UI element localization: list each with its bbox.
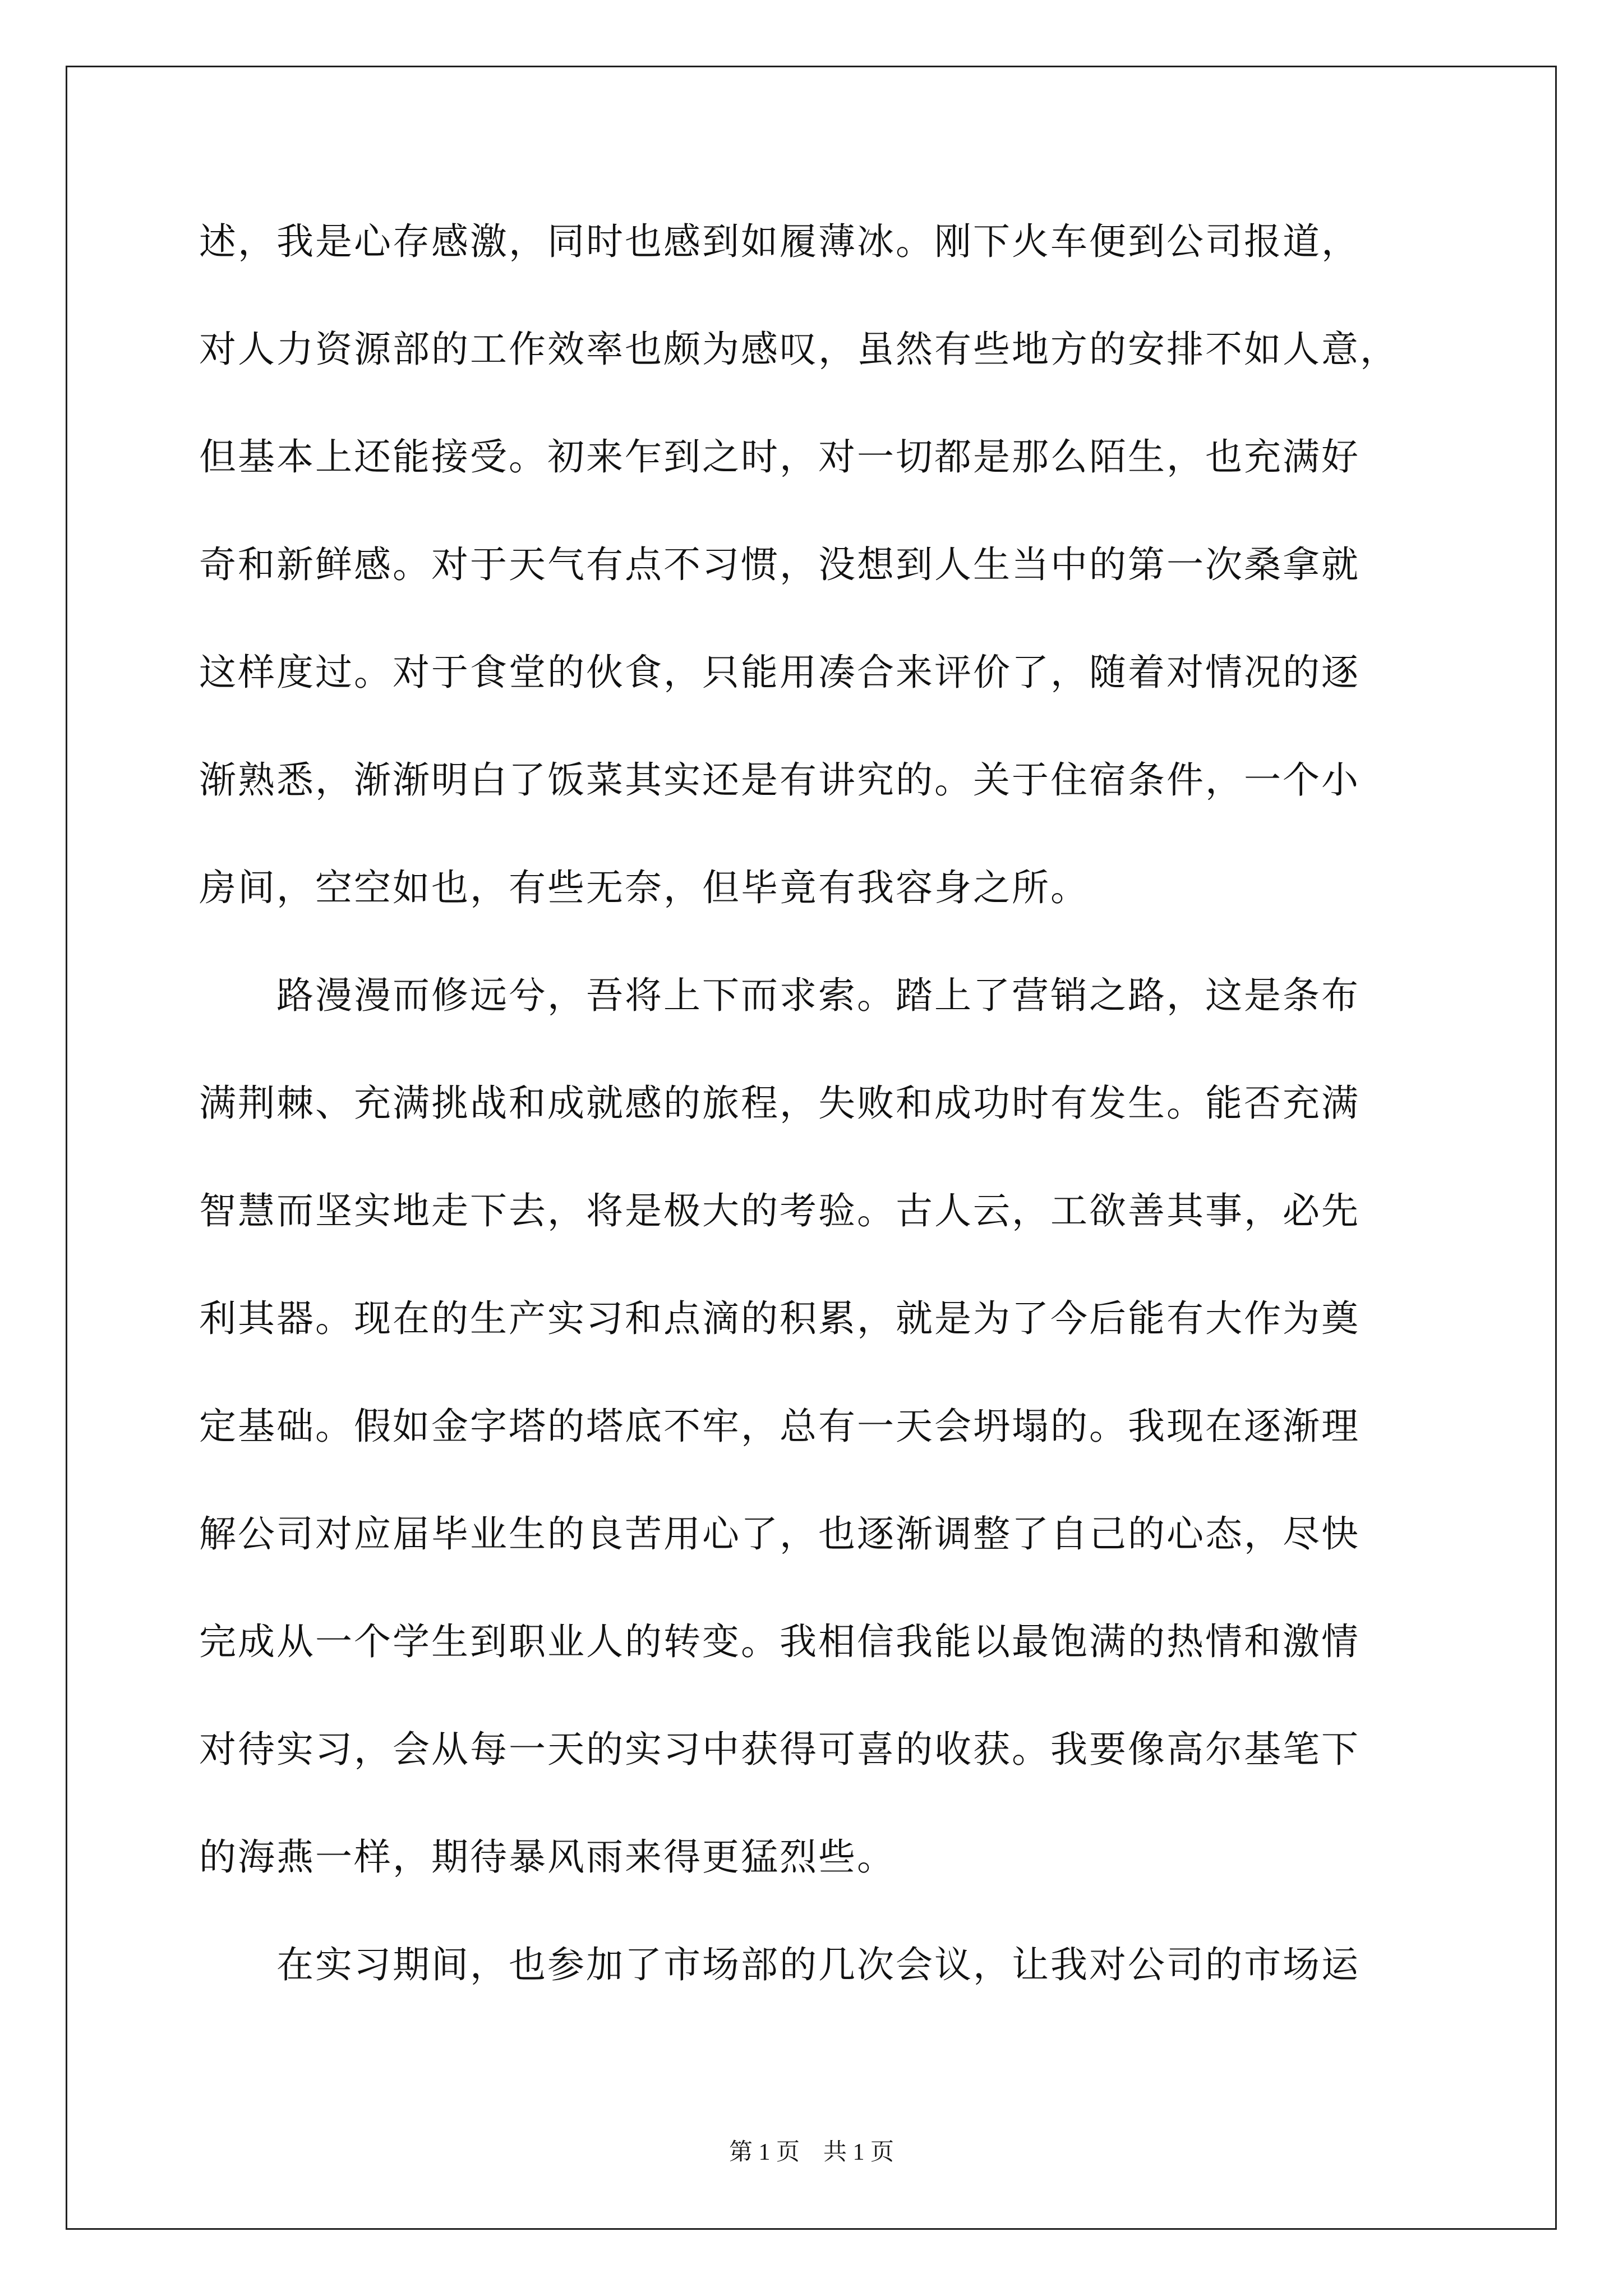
page-footer xyxy=(0,2141,1623,2164)
text-line: 对人力资源部的工作效率也颇为感叹，虽然有些地方的安排不如人意， xyxy=(199,328,1399,371)
text-line: 定基础。假如金字塔的塔底不牢，总有一天会坍塌的。我现在逐渐理 xyxy=(199,1405,1360,1448)
text-line: 但基本上还能接受。初来乍到之时，对一切都是那么陌生，也充满好 xyxy=(199,435,1360,478)
page-number-label: 第 1 页 共 1 页 xyxy=(728,2139,894,2165)
text-line: 渐熟悉，渐渐明白了饭菜其实还是有讲究的。关于住宿条件，一个小 xyxy=(199,758,1360,802)
text-line: 智慧而坚实地走下去，将是极大的考验。古人云，工欲善其事，必先 xyxy=(199,1189,1360,1232)
text-line: 这样度过。对于食堂的伙食，只能用凑合来评价了，随着对情况的逐 xyxy=(199,651,1360,694)
text-line: 路漫漫而修远兮，吾将上下而求索。踏上了营销之路，这是条布 xyxy=(199,974,1360,1017)
text-line: 解公司对应届毕业生的良苦用心了，也逐渐调整了自己的心态，尽快 xyxy=(199,1512,1360,1556)
text-line: 利其器。现在的生产实习和点滴的积累，就是为了今后能有大作为奠 xyxy=(199,1297,1360,1340)
text-line: 在实习期间，也参加了市场部的几次会议，让我对公司的市场运 xyxy=(199,1943,1360,1986)
text-line: 奇和新鲜感。对于天气有点不习惯，没想到人生当中的第一次桑拿就 xyxy=(199,543,1360,586)
text-line: 完成从一个学生到职业人的转变。我相信我能以最饱满的热情和激情 xyxy=(199,1620,1360,1663)
text-line: 房间，空空如也，有些无奈，但毕竟有我容身之所。 xyxy=(199,866,1089,909)
text-line: 满荆棘、充满挑战和成就感的旅程，失败和成功时有发生。能否充满 xyxy=(199,1082,1360,1125)
text-line: 述，我是心存感激，同时也感到如履薄冰。刚下火车便到公司报道， xyxy=(199,220,1360,263)
text-line: 对待实习，会从每一天的实习中获得可喜的收获。我要像高尔基笔下 xyxy=(199,1728,1360,1771)
text-line: 的海燕一样，期待暴风雨来得更猛烈些。 xyxy=(199,1835,896,1879)
page-border xyxy=(66,66,1557,2230)
